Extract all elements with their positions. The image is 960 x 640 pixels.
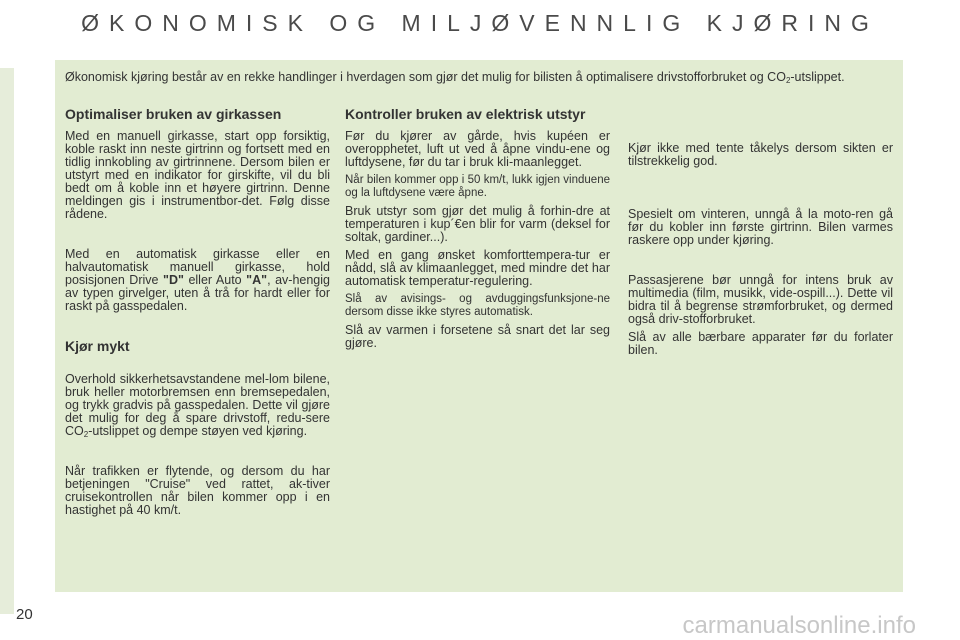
column-electrical-equipment bbox=[345, 107, 610, 350]
drive-mode-d: "D" bbox=[163, 273, 184, 287]
drive-mode-a: "A" bbox=[246, 273, 268, 287]
page-title: ØKONOMISK OG MILJØVENNLIG KJØRING bbox=[81, 10, 879, 36]
paragraph-sun-cover: Bruk utstyr som gjør det mulig å forhin-dre at temperaturen i kup´€en blir for varm (deksel for soltak, gardiner...). bbox=[345, 204, 610, 244]
paragraph-cruise-control: Når trafikken er flytende, og dersom du har betjeningen "Cruise" ved rattet, ak-tiver cruisekontrollen når bilen kommer opp i en hastighet på 40 km/t. bbox=[65, 464, 330, 517]
text: Med en automatisk girkasse eller en halvautomatisk manuell girkasse, hold posisjonen Drive bbox=[65, 247, 330, 287]
page-number: 20 bbox=[16, 606, 33, 623]
text: , av-hengig av typen girvelger, uten å trå for hardt eller for raskt på gasspedalen. bbox=[65, 273, 330, 313]
paragraph-winter-engine: Spesielt om vinteren, unngå å la moto-ren gå før du kobler inn første girtrinn. Bilen varmes raskere opp under kjøring. bbox=[628, 207, 893, 247]
text: eller Auto bbox=[183, 273, 247, 287]
column-gearbox-and-driving bbox=[65, 107, 330, 517]
paragraph-climate-control: Med en gang ønsket komforttempera-tur er nådd, slå av klimaanlegget, med mindre det har automatisk temperatur-regulering. bbox=[345, 248, 610, 288]
heading-electrical-equipment: Kontroller bruken av elektrisk utstyr bbox=[345, 106, 586, 122]
heading-gearbox: Optimaliser bruken av girkassen bbox=[65, 106, 282, 122]
content-panel bbox=[55, 60, 903, 592]
paragraph-ventilate: Før du kjører av gårde, hvis kupéen er overopphetet, luft ut ved å åpne vindu-ene og luftdysene, før du tar i bruk kli-maanlegget. bbox=[345, 129, 610, 169]
watermark: carmanualsonline.info bbox=[682, 612, 916, 639]
paragraph-multimedia: Passasjerene bør unngå for intens bruk av multimedia (film, musikk, vide-ospill...). Dette vil bidra til å begrense strømforbruket, og dermed også driv-stofforbruket. bbox=[628, 273, 893, 326]
paragraph-defrost: Slå av avisings- og avduggingsfunksjone-ne dersom disse ikke styres automatisk. bbox=[345, 293, 610, 318]
paragraph-automatic-gearbox bbox=[65, 248, 330, 313]
paragraph-fog-lights: Kjør ikke med tente tåkelys dersom sikten er tilstrekkelig god. bbox=[628, 141, 893, 168]
paragraph-portable-devices: Slå av alle bærbare apparater før du forlater bilen. bbox=[628, 330, 893, 357]
column-other-advice bbox=[628, 142, 893, 357]
paragraph-close-windows: Når bilen kommer opp i 50 km/t, lukk igjen vinduene og la luftdysene være åpne. bbox=[345, 174, 610, 199]
intro-text-end: -utslippet. bbox=[790, 70, 845, 84]
intro-text: Økonomisk kjøring består av en rekke handlinger i hverdagen som gjør det mulig for bilisten å optimalisere drivstofforbruket og CO bbox=[65, 70, 786, 84]
heading-drive-smoothly: Kjør mykt bbox=[65, 338, 130, 354]
paragraph-seat-heating: Slå av varmen i forsetene så snart det lar seg gjøre. bbox=[345, 323, 610, 350]
text: Overhold sikkerhetsavstandene mel-lom bilene, bruk heller motorbremsen enn bremsepedalen, og trykk gradvis på gasspedalen. Dette vil gjøre det mulig for deg å spare drivstoff, redu-sere CO bbox=[65, 372, 330, 438]
left-margin-stripe bbox=[0, 68, 14, 614]
intro-paragraph bbox=[65, 70, 895, 84]
text: -utslippet og dempe støyen ved kjøring. bbox=[88, 424, 308, 438]
intro-subscript: 2 bbox=[785, 76, 791, 85]
subscript: 2 bbox=[83, 430, 89, 439]
paragraph-safety-distance bbox=[65, 373, 330, 438]
paragraph-manual-gearbox: Med en manuell girkasse, start opp forsiktig, koble raskt inn neste girtrinn og fortsett med en tidlig innkobling av girtrinnene. Dersom bilen er utstyrt med en indikator for girskifte, vil du bli bedt om å koble inn et høyere girtrinn. Denne meldingen gis i instrumentbor-det. Følg disse rådene. bbox=[65, 129, 330, 221]
